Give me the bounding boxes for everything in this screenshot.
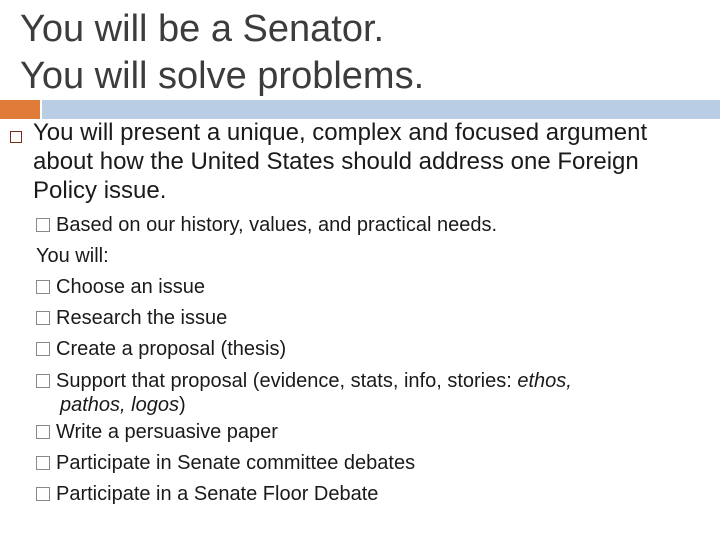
checkbox-icon (36, 456, 50, 470)
list-item (36, 272, 706, 303)
checkbox-icon (36, 342, 50, 356)
slide-title (20, 6, 424, 100)
checkbox-icon (36, 218, 50, 232)
main-point: You will present a unique, complex and focused argument about how the United States should address one Foreign Policy issue. (33, 119, 648, 204)
list-item (36, 448, 706, 479)
task-text: Choose an issue (56, 276, 205, 298)
list-item (36, 334, 706, 365)
title-line-2: You will solve problems. (20, 55, 425, 97)
task-text: Support that proposal (evidence, stats, info, stories: (56, 370, 518, 392)
sub-list (36, 210, 706, 510)
list-item-continuation (36, 393, 706, 417)
logos-text: logos (131, 394, 179, 416)
pathos-text: pathos, (60, 394, 126, 416)
checkbox-icon (36, 280, 50, 294)
list-item (36, 417, 706, 448)
square-bullet-icon (10, 131, 22, 143)
list-item (36, 210, 706, 241)
checkbox-icon (36, 374, 50, 388)
checkbox-icon (36, 311, 50, 325)
sub-point-text: Based on our history, values, and practical needs. (56, 214, 497, 236)
list-item (36, 303, 706, 334)
close-paren: ) (178, 394, 186, 416)
task-text: Participate in Senate committee debates (56, 452, 416, 474)
you-will-label: You will: (36, 245, 109, 267)
checkbox-icon (36, 425, 50, 439)
accent-bar-orange (0, 100, 40, 119)
list-item (36, 369, 706, 393)
checkbox-icon (36, 487, 50, 501)
task-text: Participate in a Senate Floor Debate (56, 483, 379, 505)
task-text: Create a proposal (thesis) (56, 338, 287, 360)
task-text: Research the issue (56, 307, 228, 329)
accent-bar-blue (42, 100, 720, 119)
task-text: Write a persuasive paper (56, 421, 278, 443)
ethos-text: ethos, (517, 370, 572, 392)
list-item (36, 479, 706, 510)
title-line-1: You will be a Senator. (20, 8, 385, 50)
